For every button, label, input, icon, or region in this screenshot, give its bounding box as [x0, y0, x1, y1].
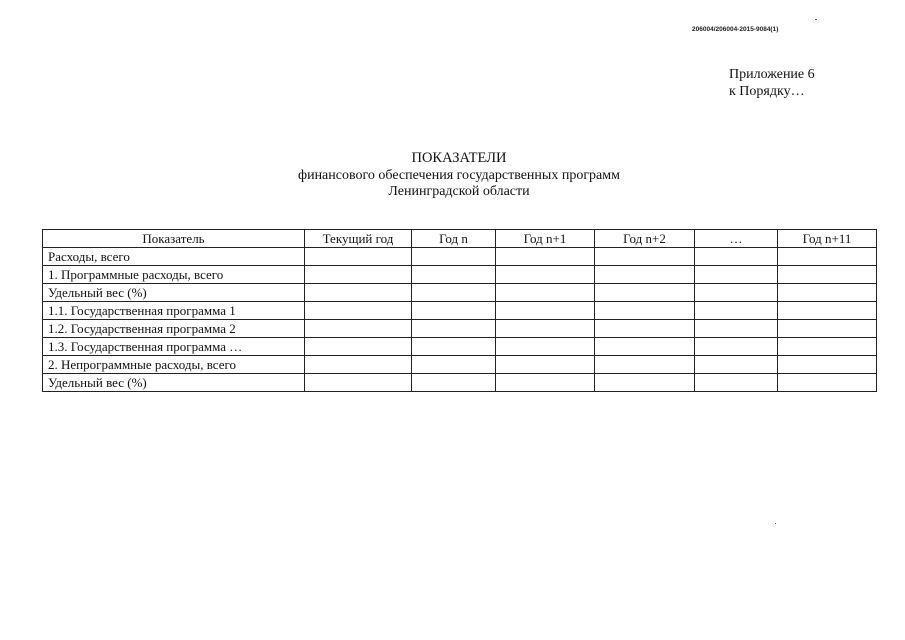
table-cell: [695, 302, 778, 320]
table-cell: [595, 248, 695, 266]
table-cell: [595, 266, 695, 284]
table-row: [43, 248, 877, 266]
table-cell: [595, 338, 695, 356]
table-row: [43, 302, 877, 320]
row-label: Расходы, всего: [43, 248, 305, 266]
row-label: Удельный вес (%): [43, 284, 305, 302]
table-row: [43, 320, 877, 338]
table-cell: [412, 266, 496, 284]
table-cell: [778, 338, 877, 356]
table-cell: [695, 248, 778, 266]
column-header-year-n: Год n: [412, 230, 496, 248]
table-cell: [595, 356, 695, 374]
table-cell: [305, 248, 412, 266]
table-cell: [305, 338, 412, 356]
table-cell: [695, 374, 778, 392]
table-cell: [778, 248, 877, 266]
table-cell: [305, 284, 412, 302]
table-cell: [496, 248, 595, 266]
document-subtitle: финансового обеспечения государственных программ: [298, 168, 620, 183]
table-cell: [695, 338, 778, 356]
table-row: [43, 266, 877, 284]
table-cell: [595, 302, 695, 320]
table-cell: [778, 284, 877, 302]
table-cell: [496, 356, 595, 374]
table-row: [43, 338, 877, 356]
annex-number: Приложение 6: [729, 67, 815, 82]
row-label: 2. Непрограммные расходы, всего: [43, 356, 305, 374]
table-cell: [778, 374, 877, 392]
document-code: 206004/206004-2015-9084(1): [692, 26, 779, 33]
column-header-year-n2: Год n+2: [595, 230, 695, 248]
annex-reference: [729, 66, 815, 100]
table-cell: [412, 302, 496, 320]
table-cell: [778, 266, 877, 284]
table-cell: [695, 356, 778, 374]
table-cell: [412, 248, 496, 266]
table-row: [43, 356, 877, 374]
table-cell: [595, 284, 695, 302]
indicators-table: [42, 229, 877, 392]
row-label: 1.1. Государственная программа 1: [43, 302, 305, 320]
table-cell: [778, 302, 877, 320]
column-header-indicator: Показатель: [43, 230, 305, 248]
table-header-row: [43, 230, 877, 248]
table-cell: [695, 320, 778, 338]
table-cell: [496, 320, 595, 338]
table-cell: [412, 338, 496, 356]
table-cell: [595, 374, 695, 392]
table-cell: [305, 302, 412, 320]
document-subtitle-region: Ленинградской области: [388, 184, 530, 199]
table-cell: [778, 356, 877, 374]
table-cell: [695, 284, 778, 302]
column-header-current-year: Текущий год: [305, 230, 412, 248]
row-label: 1.2. Государственная программа 2: [43, 320, 305, 338]
table-cell: [412, 320, 496, 338]
table-cell: [496, 266, 595, 284]
table-row: [43, 284, 877, 302]
table-cell: [412, 356, 496, 374]
table-cell: [496, 284, 595, 302]
table-cell: [778, 320, 877, 338]
table-cell: [496, 302, 595, 320]
table-cell: [695, 266, 778, 284]
table-cell: [496, 374, 595, 392]
table-cell: [305, 356, 412, 374]
table-cell: [305, 266, 412, 284]
table-cell: [305, 320, 412, 338]
document-title: ПОКАЗАТЕЛИ: [411, 150, 507, 166]
table-cell: [305, 374, 412, 392]
title-block: [0, 150, 905, 200]
table-row: [43, 374, 877, 392]
column-header-year-n1: Год n+1: [496, 230, 595, 248]
table-cell: [412, 374, 496, 392]
column-header-ellipsis: …: [695, 230, 778, 248]
column-header-year-n11: Год n+11: [778, 230, 877, 248]
table-cell: [412, 284, 496, 302]
annex-order: к Порядку…: [729, 84, 805, 99]
scan-speck: [775, 523, 776, 524]
row-label: Удельный вес (%): [43, 374, 305, 392]
table-cell: [496, 338, 595, 356]
scan-speck: [815, 19, 817, 20]
row-label: 1. Программные расходы, всего: [43, 266, 305, 284]
table-cell: [595, 320, 695, 338]
row-label: 1.3. Государственная программа …: [43, 338, 305, 356]
